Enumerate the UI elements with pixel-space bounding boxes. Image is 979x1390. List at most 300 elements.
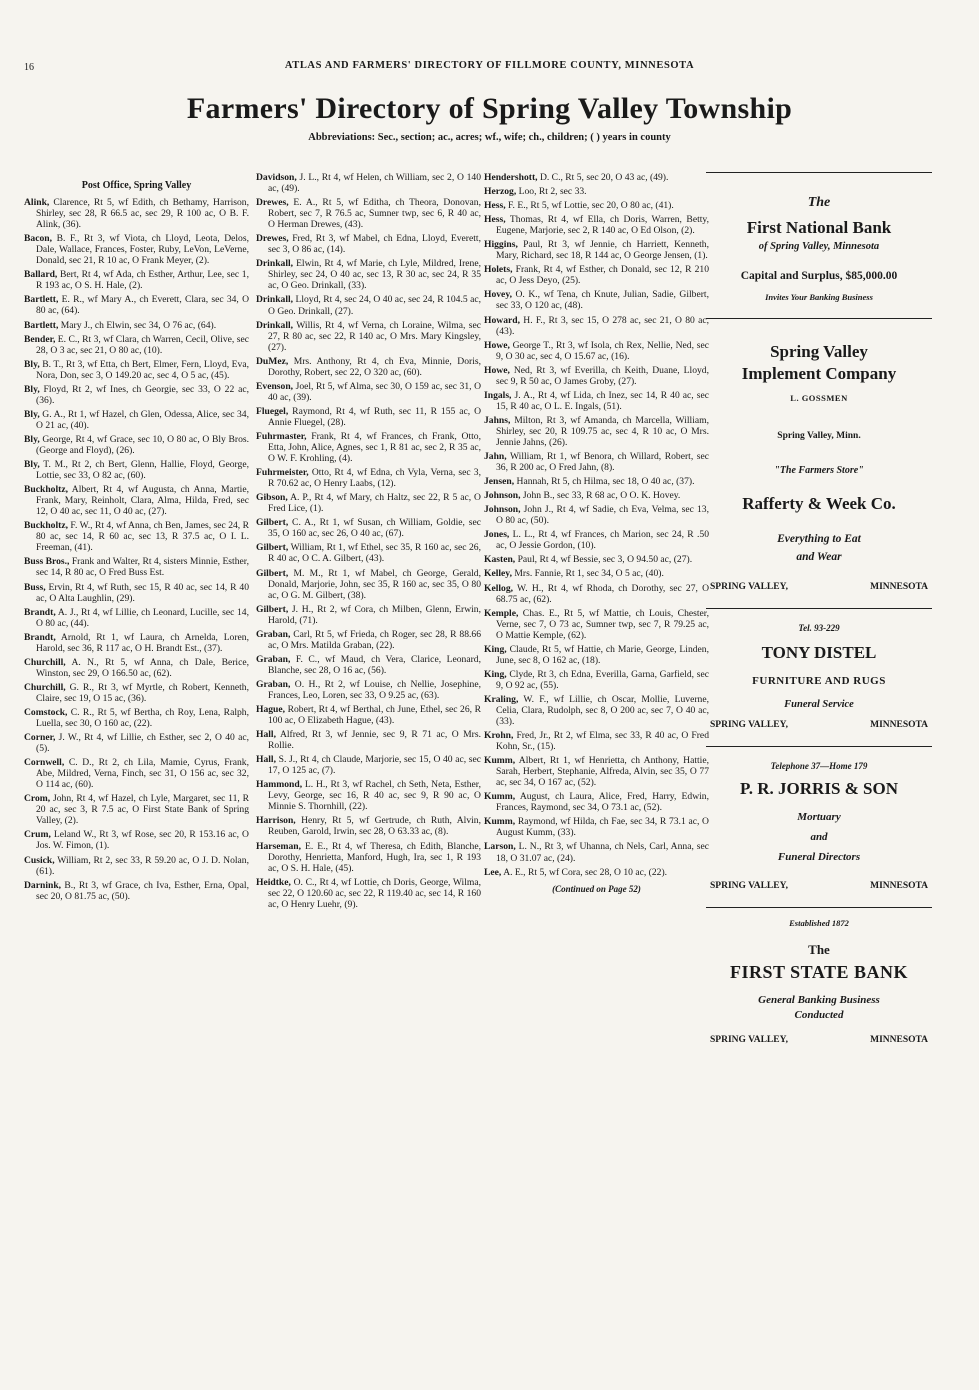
directory-entry [256,431,481,464]
entry-surname: Alink, [24,197,50,209]
entry-surname: Higgins, [484,239,518,251]
ad-divider [706,907,932,908]
entry-surname: Holets, [484,264,513,276]
entry-details: Raymond, Rt 4, wf Ruth, sec 11, R 155 ac, O Annie Fluegel, (28). [268,405,481,428]
ad-first-national-bank [706,195,932,302]
page-title: Farmers' Directory of Spring Valley Township [186,92,793,125]
entry-surname: Howard, [484,314,520,326]
ad-statebank-line-1: General Banking Business [758,994,880,1006]
ad-rafferty-state: MINNESOTA [870,582,928,592]
entry-surname: Gilbert, [256,542,289,554]
entry-surname: Jensen, [484,476,515,488]
entry-surname: Harseman, [256,840,302,852]
ad-statebank-state: MINNESOTA [870,1035,928,1045]
ad-statebank-line-2: Conducted [794,1009,844,1021]
entry-details: Paul, Rt 3, wf Jennie, ch Harriett, Kenneth, Mary, Richard, sec 18, R 144 ac, O George Jensen, (1). [496,239,709,262]
directory-entry [256,356,481,378]
ad-statebank-name: FIRST STATE BANK [729,962,909,982]
ad-divider [706,608,932,609]
directory-entry [24,757,249,790]
entry-surname: Cusick, [24,854,55,866]
directory-entry [24,197,249,230]
directory-entry [24,459,249,481]
entry-surname: Graban, [256,678,291,690]
ad-divider [706,172,932,173]
entry-details: Joel, Rt 5, wf Alma, sec 30, O 159 ac, sec 31, O 40 ac, (39). [268,380,481,403]
directory-entry [256,841,481,874]
entry-surname: Heidtke, [256,876,291,888]
entry-surname: Buss, [24,581,46,593]
directory-entry [24,732,249,754]
directory-column-3 [484,172,709,895]
ad-implement-name-2: Implement Company [741,364,897,383]
entry-details: L. L., Rt 4, wf Frances, ch Marion, sec 24, R .50 ac, O Jessie Gordon, (10). [496,529,709,552]
entry-details: William, Rt 1, wf Benora, ch Willard, Robert, sec 36, R 200 ac, O Fred Jahn, (8). [496,451,709,474]
entry-surname: Churchill, [24,656,66,668]
entry-surname: Hess, [484,200,506,212]
entry-surname: Comstock, [24,706,68,718]
directory-entry [256,815,481,837]
entry-surname: Drewes, [256,233,289,245]
directory-entry [256,729,481,751]
entry-details: F. C., wf Maud, ch Vera, Clarice, Leonard, Blanche, sec 28, O 16 ac, (56). [268,653,481,676]
entry-details: A. N., Rt 5, wf Anna, ch Dale, Berice, Winston, sec 29, O 166.50 ac, (62). [36,656,249,679]
directory-entry [256,679,481,701]
entry-surname: Howe, [484,339,510,351]
ad-jorris-tel: Telephone 37—Home 179 [770,761,868,771]
entry-surname: Buckholtz, [24,484,68,496]
entry-surname: Kelley, [484,568,512,580]
directory-entry [24,434,249,456]
ad-tony-distel [706,623,932,730]
entry-surname: Bly, [24,408,40,420]
entry-details: O. K., wf Tena, ch Knute, Julian, Sadie, Gilbert, sec 33, O 120 ac, (48). [496,289,709,312]
directory-entry [484,214,709,236]
directory-entry [484,583,709,605]
entry-details: Elwin, Rt 4, wf Marie, ch Lyle, Mildred, Irene, Shirley, sec 24, O 40 ac, sec 13, R 30 ac, sec 24, R 35 ac, O Geo. Drinkall, (33). [268,258,481,292]
entry-details: C. R., Rt 5, wf Bertha, ch Roy, Lena, Ralph, Luella, sec 30, O 160 ac, (22). [36,706,249,730]
directory-entry [24,855,249,877]
directory-entry [24,632,249,654]
entry-surname: Hess, [484,214,506,226]
entry-details: J. H., Rt 2, wf Cora, ch Milben, Glenn, Erwin, Harold, (71). [268,603,481,626]
entry-details: M. M., Rt 1, wf Mabel, ch George, Gerald, Donald, Marjorie, John, sec 35, R 160 ac, sec 35, O 80 ac, O G. M. Gilbert, (38). [268,567,481,601]
entry-details: Fred, Rt 3, wf Mabel, ch Edna, Lloyd, Everett, sec 3, O 86 ac, (14). [268,233,481,256]
directory-entry [256,517,481,539]
ad-rafferty-city: SPRING VALLEY, [710,582,788,592]
entry-surname: Herzog, [484,186,517,198]
entry-surname: Hovey, [484,289,512,301]
entry-surname: Hall, [256,729,276,741]
entry-details: F. W., Rt 4, wf Anna, ch Ben, James, sec 24, R 80 ac, sec 14, R 60 ac, sec 13, R 37.5 ac, O I. L. Freeman, (41). [36,520,249,554]
directory-entry [484,200,709,211]
ad-statebank-established: Established 1872 [789,918,849,928]
entry-details: Leland W., Rt 3, wf Rose, sec 20, R 153.16 ac, O Jos. W. Fimon, (1). [36,829,249,852]
entry-surname: Corner, [24,732,56,744]
entry-details: Robert, Rt 4, wf Berthal, ch June, Ethel, sec 26, R 100 ac, O Elizabeth Hague, (43). [268,704,481,727]
entry-surname: Kumm, [484,816,516,828]
ad-jorris-lines [706,807,932,867]
entry-surname: Davidson, [256,172,297,183]
entry-details: Floyd, Rt 2, wf Ines, ch Georgie, sec 33, O 22 ac, (36). [36,383,249,406]
entry-surname: Krohn, [484,730,514,742]
entry-surname: Evenson, [256,380,294,392]
entry-details: E. R., wf Mary A., ch Everett, Clara, sec 34, O 80 ac, (64). [36,294,249,317]
entry-surname: Bartlett, [24,294,59,306]
ad-implement-name-1: Spring Valley [770,342,868,361]
entry-surname: Bender, [24,333,56,345]
entry-surname: Drinkall, [256,294,294,306]
ad-distel-service: Funeral Service [784,699,854,710]
entry-details: L. H., Rt 3, wf Rachel, ch Seth, Neta, Esther, Levy, George, sec 16, R 40 ac, sec 9, R 90 ac, O Minnie S. Thornhill, (22). [268,779,481,813]
ad-statebank-address [706,1035,932,1045]
ad-jorris-address [706,881,932,891]
entry-details: D. C., Rt 5, sec 20, O 43 ac, (49). [537,172,669,183]
entry-details: G. R., Rt 3, wf Myrtle, ch Robert, Kenneth, Claire, sec 19, O 15 ac, (36). [36,681,249,704]
entry-details: F. E., Rt 5, wf Lottie, sec 20, O 80 ac, (41). [505,200,674,212]
entry-surname: Graban, [256,653,291,665]
directory-entry [256,568,481,601]
entry-surname: Hague, [256,704,286,716]
entry-details: Henry, Rt 5, wf Gertrude, ch Ruth, Alvin, Reuben, Garold, Irwin, sec 28, O 63.33 ac, (8). [268,815,481,838]
directory-column-2 [256,172,481,913]
entry-surname: Johnson, [484,504,521,516]
directory-entry [484,791,709,813]
entry-surname: Ballard, [24,269,58,281]
entry-details: Ervin, Rt 4, wf Ruth, sec 15, R 40 ac, sec 14, R 40 ac, O Alta Laughlin, (29). [36,581,249,604]
entry-surname: King, [484,643,507,655]
entry-surname: Buckholtz, [24,520,68,532]
entry-surname: Bly, [24,383,40,395]
directory-entry [484,694,709,727]
entry-surname: King, [484,668,507,680]
entry-surname: Kellog, [484,582,514,594]
entry-details: Hannah, Rt 5, ch Hilma, sec 18, O 40 ac, (37). [514,476,695,488]
ad-statebank-the: The [808,942,830,957]
directory-entry [24,793,249,826]
directory-entry [24,233,249,266]
entry-details: W. H., Rt 4, wf Rhoda, ch Dorothy, sec 27, O 68.75 ac, (62). [496,582,709,605]
entry-details: G. A., Rt 1, wf Hazel, ch Glen, Odessa, Alice, sec 34, O 21 ac, (40). [36,408,249,431]
entry-surname: Brandt, [24,631,56,643]
entry-surname: Bly, [24,459,40,471]
entry-surname: Ingals, [484,389,512,401]
ad-bank1-the: The [807,195,831,210]
entry-surname: Howe, [484,364,510,376]
directory-entry [484,841,709,863]
directory-entry [256,779,481,812]
entry-details: John B., sec 33, R 68 ac, O O. K. Hovey. [520,490,681,502]
entry-details: J. W., Rt 4, wf Lillie, ch Esther, sec 2, O 40 ac, (5). [36,732,249,755]
directory-entry [256,172,481,194]
directory-entry [256,294,481,316]
directory-entry [24,484,249,517]
directory-entry [256,406,481,428]
directory-entry [484,476,709,487]
directory-entry [484,289,709,311]
entry-details: Fred, Jr., Rt 2, wf Elma, sec 33, R 40 ac, O Fred Kohn, Sr., (15). [496,730,709,753]
entry-surname: Jahn, [484,451,507,463]
ad-distel-city: SPRING VALLEY, [710,720,788,730]
entry-details: Loo, Rt 2, sec 33. [516,186,587,198]
ad-jorris-line-2: and [810,831,828,843]
directory-entry [256,542,481,564]
directory-entry [24,334,249,356]
ad-rafferty-name: Rafferty & Week Co. [742,494,896,513]
entry-details: Bert, Rt 4, wf Ada, ch Esther, Arthur, Lee, sec 1, R 193 ac, O S. H. Hale, (2). [36,269,249,292]
entry-details: Chas. E., Rt 5, wf Mattie, ch Louis, Chester, Verne, sec 7, O 73 ac, Sumner twp, sec 7, R 79.25 ac, O Mattie Kemple, (62). [496,607,709,641]
directory-entry [24,707,249,729]
entry-surname: Fuhrmaster, [256,430,307,442]
ad-bank1-name: First National Bank [746,218,892,237]
entry-surname: Crom, [24,793,51,805]
entry-surname: Gilbert, [256,603,289,615]
directory-entry [24,880,249,902]
ad-implement-owner: L. GOSSMEN [790,393,848,403]
entry-details: Mrs. Anthony, Rt 4, ch Eva, Minnie, Doris, Dorothy, Robert, sec 22, O 320 ac, (60). [268,355,481,378]
entry-surname: Gilbert, [256,567,289,579]
ad-jorris-line-3: Funeral Directors [777,851,861,863]
entry-surname: Harrison, [256,815,296,827]
advertisement-column [706,172,932,1045]
entry-details: W. F., wf Lillie, ch Oscar, Mollie, Luverne, Celia, Clara, Rudolph, sec 8, O 200 ac, sec 7, O 40 ac, (33). [496,693,709,728]
entry-details: William, Rt 1, wf Ethel, sec 35, R 160 ac, sec 26, R 40 ac, O C. A. Gilbert, (43). [268,542,481,565]
entry-details: L. N., Rt 3, wf Uhanna, ch Nels, Carl, Anna, sec 18, O 31.07 ac, (24). [496,841,709,864]
entry-details: Clarence, Rt 5, wf Edith, ch Bethamy, Harrison, Shirley, sec 28, R 66.5 ac, sec 29, R 100 ac, O B. F. Alink, (36). [36,197,249,231]
directory-entry [24,657,249,679]
directory-entry [24,582,249,604]
directory-entry [256,604,481,626]
directory-entry [256,467,481,489]
entry-details: S. J., Rt 4, ch Claude, Marjorie, sec 15, O 40 ac, sec 17, O 125 ac, (7). [268,754,481,777]
ad-distel-line: FURNITURE AND RUGS [752,675,886,687]
directory-entry [484,504,709,526]
entry-surname: Kasten, [484,554,516,566]
directory-entry [256,704,481,726]
entry-surname: Fluegel, [256,405,289,417]
ad-jorris-city: SPRING VALLEY, [710,881,788,891]
entries-list-3 [484,172,709,878]
directory-entry [24,320,249,331]
entry-details: J. L., Rt 4, wf Helen, ch William, sec 2, O 140 ac, (49). [268,172,481,195]
directory-entry [484,340,709,362]
directory-entry [484,554,709,565]
entry-surname: Brandt, [24,606,56,618]
entry-surname: DuMez, [256,355,289,367]
entry-surname: Drewes, [256,197,289,209]
directory-entry [484,644,709,666]
entry-details: Frank, Rt 4, wf Esther, ch Donald, sec 12, R 210 ac, O Jess Deyo, (25). [496,264,709,287]
entry-surname: Lee, [484,866,502,878]
entry-details: Milton, Rt 3, wf Amanda, ch Marcella, William, Shirley, sec 20, R 109.75 ac, sec 4, R 10 ac, O Mrs. Jennie Jahns, (26). [496,414,709,448]
entry-details: Thomas, Rt 4, wf Ella, ch Doris, Warren, Betty, Eugene, Marjorie, sec 2, R 140 ac, O Ed Olson, (2). [496,214,709,237]
entry-surname: Bly, [24,358,40,370]
entry-details: Otto, Rt 4, wf Edna, ch Vyla, Verna, sec 3, R 70.62 ac, O Henry Laabs, (12). [268,467,481,490]
entry-surname: Jones, [484,529,510,541]
ad-statebank-city: SPRING VALLEY, [710,1035,788,1045]
directory-entry [484,669,709,691]
post-office-heading: Post Office, Spring Valley [81,180,192,191]
entry-surname: Bly, [24,433,40,445]
entry-details: William, Rt 2, sec 33, R 59.20 ac, O J. D. Nolan, (61). [36,854,249,877]
directory-entry [484,451,709,473]
entry-details: Ned, Rt 3, wf Everilla, ch Keith, Duane, Lloyd, sec 9, R 50 ac, O James Groby, (27). [496,364,709,387]
entry-details: Willis, Rt 4, wf Verna, ch Loraine, Wilma, sec 27, R 80 ac, sec 22, R 140 ac, O Mrs. Mary Kingsley, (27). [268,319,481,353]
entry-details: O. H., Rt 2, wf Louise, ch Nellie, Josephine, Frances, Leo, Loren, sec 33, O 9.25 ac, (63). [268,678,481,701]
entry-surname: Darnink, [24,879,62,891]
ad-rafferty-address [706,582,932,592]
entry-details: John J., Rt 4, wf Sadie, ch Eva, Velma, sec 13, O 80 ac, (50). [496,504,709,527]
entry-details: John, Rt 4, wf Hazel, ch Lyle, Margaret, sec 11, R 20 ac, sec 3, R 7.5 ac, O First State Bank of Spring Valley, (2). [36,793,249,827]
ad-distel-tel: Tel. 93-229 [798,623,840,633]
directory-entry [24,269,249,291]
directory-entry [484,608,709,641]
entry-details: George T., Rt 3, wf Isola, ch Rex, Nellie, Ned, sec 9, O 30 ac, sec 4, O 15.67 ac, (16). [496,339,709,362]
directory-entry [256,197,481,230]
ad-rafferty-week [706,465,932,592]
entry-details: George, Rt 4, wf Grace, sec 10, O 80 ac, O Bly Bros. (George and Floyd), (26). [36,433,249,456]
directory-entry [484,867,709,878]
directory-entry [484,816,709,838]
directory-entry [24,384,249,406]
entry-details: B., Rt 3, wf Grace, ch Iva, Esther, Erna, Opal, sec 20, O 81.75 ac, (50). [36,879,249,902]
directory-entry [484,529,709,551]
entry-details: O. C., Rt 4, wf Lottie, ch Doris, George, Wilma, sec 22, O 120.60 ac, sec 22, R 119.40 ac, sec 14, R 160 ac, O Henry Luehr, (9). [268,876,481,910]
directory-entry [484,186,709,197]
ad-distel-state: MINNESOTA [870,720,928,730]
entry-details: C. A., Rt 1, wf Susan, ch William, Goldie, sec 35, O 160 ac, sec 26, O 40 ac, (67). [268,517,481,540]
entries-list-2 [256,172,481,910]
entry-surname: Kumm, [484,791,516,803]
directory-entry [256,258,481,291]
ad-rafferty-quote: "The Farmers Store" [774,465,864,476]
ad-jorris-line-1: Mortuary [797,811,841,823]
entry-surname: Jahns, [484,414,511,426]
entry-surname: Crum, [24,829,51,841]
directory-entry [24,607,249,629]
directory-entry [24,359,249,381]
directory-entry [484,730,709,752]
ad-bank1-location: of Spring Valley, Minnesota [758,241,880,252]
entry-surname: Bacon, [24,233,52,245]
directory-entry [256,320,481,353]
ad-distel-name: TONY DISTEL [761,643,877,662]
ad-implement-place: Spring Valley, Minn. [777,431,861,441]
entry-details: E. A., Rt 5, wf Editha, ch Theora, Donovan, Robert, sec 7, R 76.5 ac, Sumner twp, sec 6, R 40 ac, O Herman Drewes, (43). [268,197,481,231]
directory-entry [24,682,249,704]
ad-divider [706,318,932,319]
entry-surname: Hall, [256,754,276,766]
entry-surname: Larson, [484,841,516,853]
entry-details: Frank, Rt 4, wf Frances, ch Frank, Otto, Etta, John, Alice, Agnes, sec 1, R 81 ac, sec 2, R 35 ac, O W. F. Krohling, (4). [268,430,481,465]
ad-divider [706,746,932,747]
entry-details: Frank and Walter, Rt 4, sisters Minnie, Esther, sec 14, R 80 ac, O Fred Buss Est. [36,556,249,579]
entries-list-1 [24,197,249,902]
ad-bank1-capital: Capital and Surplus, $85,000.00 [740,270,898,282]
ad-pr-jorris [706,761,932,891]
entry-details: August, ch Laura, Alice, Fred, Harry, Edwin, Frances, Raymond, sec 34, O 73.1 ac, (52). [496,791,709,814]
entry-details: Lloyd, Rt 4, sec 24, O 40 ac, sec 24, R 104.5 ac, O Geo. Drinkall, (27). [268,294,481,317]
directory-entry [484,239,709,261]
entry-details: A. E., Rt 5, wf Cora, sec 28, O 10 ac, (22). [501,866,668,878]
directory-entry [256,233,481,255]
directory-entry [484,755,709,788]
entry-details: T. M., Rt 2, ch Bert, Glenn, Hallie, Floyd, George, Lottie, sec 33, O 82 ac, (60). [36,459,249,482]
page-number: 16 [24,62,34,73]
ad-rafferty-slogan [706,530,932,566]
directory-entry [484,315,709,337]
entry-details: C. D., Rt 2, ch Lila, Mamie, Cyrus, Frank, Abe, Mildred, Verna, Finch, sec 31, O 156 ac, sec 32, O 114 ac, (60). [36,757,249,791]
entry-details: Raymond, wf Hilda, ch Fae, sec 34, R 73.1 ac, O August Kumm, (33). [496,816,709,839]
directory-entry [24,520,249,553]
entry-details: E. E., Rt 4, wf Theresa, ch Edith, Blanche, Dorothy, Henrietta, Manford, Hugh, Ira, sec 1, R 193 ac, O S. H. Hale, (45). [268,840,481,874]
directory-entry [256,877,481,910]
entry-surname: Kemple, [484,607,519,619]
directory-entry [256,754,481,776]
entry-surname: Hendershott, [484,172,538,183]
ad-jorris-name: P. R. JORRIS & SON [739,779,899,798]
entry-details: Clyde, Rt 3, ch Edna, Everilla, Garna, Garfield, sec 9, O 92 ac, (55). [496,668,709,691]
directory-entry [484,390,709,412]
directory-entry [484,568,709,579]
directory-entry [24,409,249,431]
directory-entry [484,415,709,448]
entry-surname: Gilbert, [256,517,289,529]
directory-entry [484,172,709,183]
directory-entry [24,294,249,316]
entry-surname: Hammond, [256,779,303,791]
entry-surname: Drinkall, [256,258,294,270]
entry-details: H. F., Rt 3, sec 15, O 278 ac, sec 21, O 80 ac, (43). [496,314,709,337]
ad-bank1-invites: Invites Your Banking Business [765,292,873,302]
ad-distel-address [706,720,932,730]
directory-entry [484,365,709,387]
directory-column-1 [24,180,249,905]
entry-details: Alfred, Rt 3, wf Jennie, sec 9, R 71 ac, O Mrs. Rollie. [268,729,481,752]
ad-jorris-state: MINNESOTA [870,881,928,891]
directory-entry [24,829,249,851]
directory-entry [256,381,481,403]
ad-implement-company [706,341,932,441]
entry-details: A. J., Rt 4, wf Lillie, ch Leonard, Lucille, sec 14, O 80 ac, (44). [36,606,249,629]
entry-surname: Cornwell, [24,757,65,769]
abbreviations-line: Abbreviations: Sec., section; ac., acres; wf., wife; ch., children; ( ) years in county [308,132,671,143]
entry-surname: Kraling, [484,693,519,705]
entry-details: Paul, Rt 4, wf Bessie, sec 3, O 94.50 ac, (27). [515,554,693,566]
entry-details: Arnold, Rt 1, wf Laura, ch Arnelda, Loren, Harold, sec 36, R 117 ac, O H. Brandt Est., (37). [36,631,249,654]
entry-details: A. P., Rt 4, wf Mary, ch Haltz, sec 22, R 5 ac, O Fred Lice, (1). [268,492,481,515]
ad-rafferty-slogan-1: Everything to Eat [777,533,861,545]
entry-details: Claude, Rt 5, wf Hattie, ch Marie, George, Linden, June, sec 8, O 162 ac, (18). [496,643,709,666]
directory-entry [484,490,709,501]
entry-details: B. T., Rt 3, wf Etta, ch Bert, Elmer, Fern, Lloyd, Eva, Nora, Don, sec 3, O 149.20 ac, sec 4, O 5 ac, (45). [36,358,249,381]
entry-details: J. A., Rt 4, wf Lida, ch Inez, sec 14, R 40 ac, sec 15, R 40 ac, O L. E. Ingals, (51). [496,389,709,412]
entry-surname: Churchill, [24,681,66,693]
entry-surname: Bartlett, [24,319,59,331]
entry-surname: Johnson, [484,490,521,502]
entry-surname: Graban, [256,628,291,640]
directory-entry [256,629,481,651]
directory-entry [484,264,709,286]
entry-surname: Drinkall, [256,319,294,331]
entry-details: Carl, Rt 5, wf Frieda, ch Roger, sec 28, R 88.66 ac, O Mrs. Matilda Graban, (22). [268,628,481,651]
ad-first-state-bank [706,918,932,1045]
entry-details: Albert, Rt 4, wf Augusta, ch Anna, Martie, Frank, Mary, Reinholt, Clara, Alma, Hilda, Fred, sec 12, O 40 ac, sec 11, O 40 ac, (27). [36,484,249,518]
entry-details: Albert, Rt 1, wf Henrietta, ch Anthony, Hattie, Sarah, Herbert, Stephanie, Alfreda, Alvin, sec 35, O 77 ac, sec 34, O 167 ac, (52). [496,755,709,789]
directory-entry [256,654,481,676]
entry-surname: Fuhrmeister, [256,467,309,479]
entry-surname: Gibson, [256,492,288,504]
